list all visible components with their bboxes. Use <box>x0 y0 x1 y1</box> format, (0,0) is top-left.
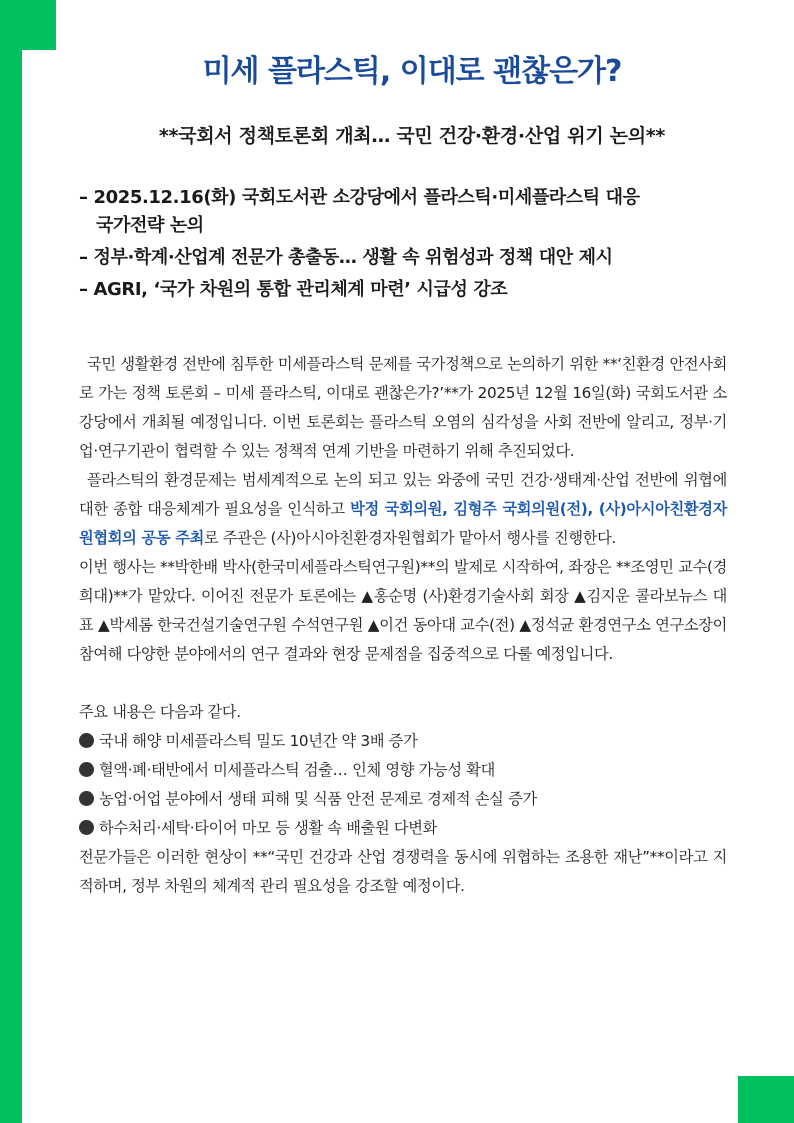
summary-bullet-3: – AGRI, ‘국가 차원의 통합 관리체계 마련’ 시급성 강조 <box>79 279 508 300</box>
summary-bullet-2: – 정부·학계·산업계 전문가 총출동… 생활 속 위험성과 정책 대안 제시 <box>79 247 613 268</box>
key-point-item: 농업·어업 분야에서 생태 피해 및 식품 안전 문제로 경제적 손실 증가 <box>79 785 727 814</box>
key-point-item: 국내 해양 미세플라스틱 밀도 10년간 약 3배 증가 <box>79 727 727 756</box>
summary-bullet-1-line1: – 2025.12.16(화) 국회도서관 소강당에서 플라스틱·미세플라스틱 대응 <box>79 187 640 208</box>
key-point-item: 하수처리·세탁·타이어 마모 등 생활 속 배출원 다변화 <box>79 814 727 843</box>
article-body <box>79 350 727 901</box>
organizer-highlight: 박정 국회의원, 김형주 국회의원(전), (사)아시아친환경자원협회의 공동 주최 <box>79 500 727 547</box>
bullet-dot-icon <box>79 791 94 806</box>
summary-bullets <box>79 184 739 308</box>
closing-paragraph: 전문가들은 이러한 현상이 **“국민 건강과 산업 경쟁력을 동시에 위협하는 조용한 재난”**이라고 지적하며, 정부 차원의 체계적 관리 필요성을 강조할 예정이다. <box>79 848 727 895</box>
bullet-dot-icon <box>79 762 94 777</box>
paragraph-2 <box>79 466 727 553</box>
bullet-dot-icon <box>79 820 94 835</box>
key-point-item: 혈액·폐·태반에서 미세플라스틱 검출… 인체 영향 가능성 확대 <box>79 756 727 785</box>
summary-bullet-1-line2: 국가전략 논의 <box>96 215 204 236</box>
key-points-intro: 주요 내용은 다음과 같다. <box>79 703 241 721</box>
paragraph-2-end: 로 주관은 (사)아시아친환경자원협회가 맡아서 행사를 진행한다. <box>203 529 617 547</box>
paragraph-3: 이번 행사는 **박한배 박사(한국미세플라스틱연구원)**의 발제로 시작하여, 좌장은 **조영민 교수(경희대)**가 맡았다. 이어진 전문가 토론에는 ▲홍순명 (사)환경기술사회 회장 ▲김지운 콜라보뉴스 대표 ▲박세롬 한국건설기술연구원 수석연구원 ▲이건 동아대 교수(전) ▲정석균 환경연구소 연구소장이 참여해 다양한 분야에서의 연구 결과와 현장 문제점을 집중적으로 다룰 예정입니다. <box>79 558 727 663</box>
paragraph-gap <box>79 669 727 698</box>
paragraph-1: 국민 생활환경 전반에 침투한 미세플라스틱 문제를 국가정책으로 논의하기 위한 **‘친환경 안전사회로 가는 정책 토론회 – 미세 플라스틱, 이대로 괜찮은가?’**가 2025년 12월 16일(화) 국회도서관 소강당에서 개최될 예정입니다. 이번 토론회는 플라스틱 오염의 심각성을 사회 전반에 알리고, 정부·기업·연구기관이 협력할 수 있는 정책적 연계 기반을 마련하기 위해 추진되었다. <box>79 355 727 460</box>
page-title: 미세 플라스틱, 이대로 괜찮은가? <box>202 54 622 89</box>
paragraph-2-start: 플라스틱의 환경문제는 범세계적으로 논의 되고 있는 와중에 국민 건강·생태계·산업 전반에 위협에 대한 종합 대응체계가 필요성을 인식하고 <box>79 471 727 518</box>
bottom-right-green-block <box>738 1076 794 1123</box>
top-left-green-block <box>0 0 56 50</box>
summary-bullet-1 <box>79 184 739 240</box>
page-subtitle: **국회서 정책토론회 개최… 국민 건강·환경·산업 위기 논의** <box>158 125 666 147</box>
bullet-dot-icon <box>79 733 94 748</box>
left-green-bar <box>0 0 22 1123</box>
